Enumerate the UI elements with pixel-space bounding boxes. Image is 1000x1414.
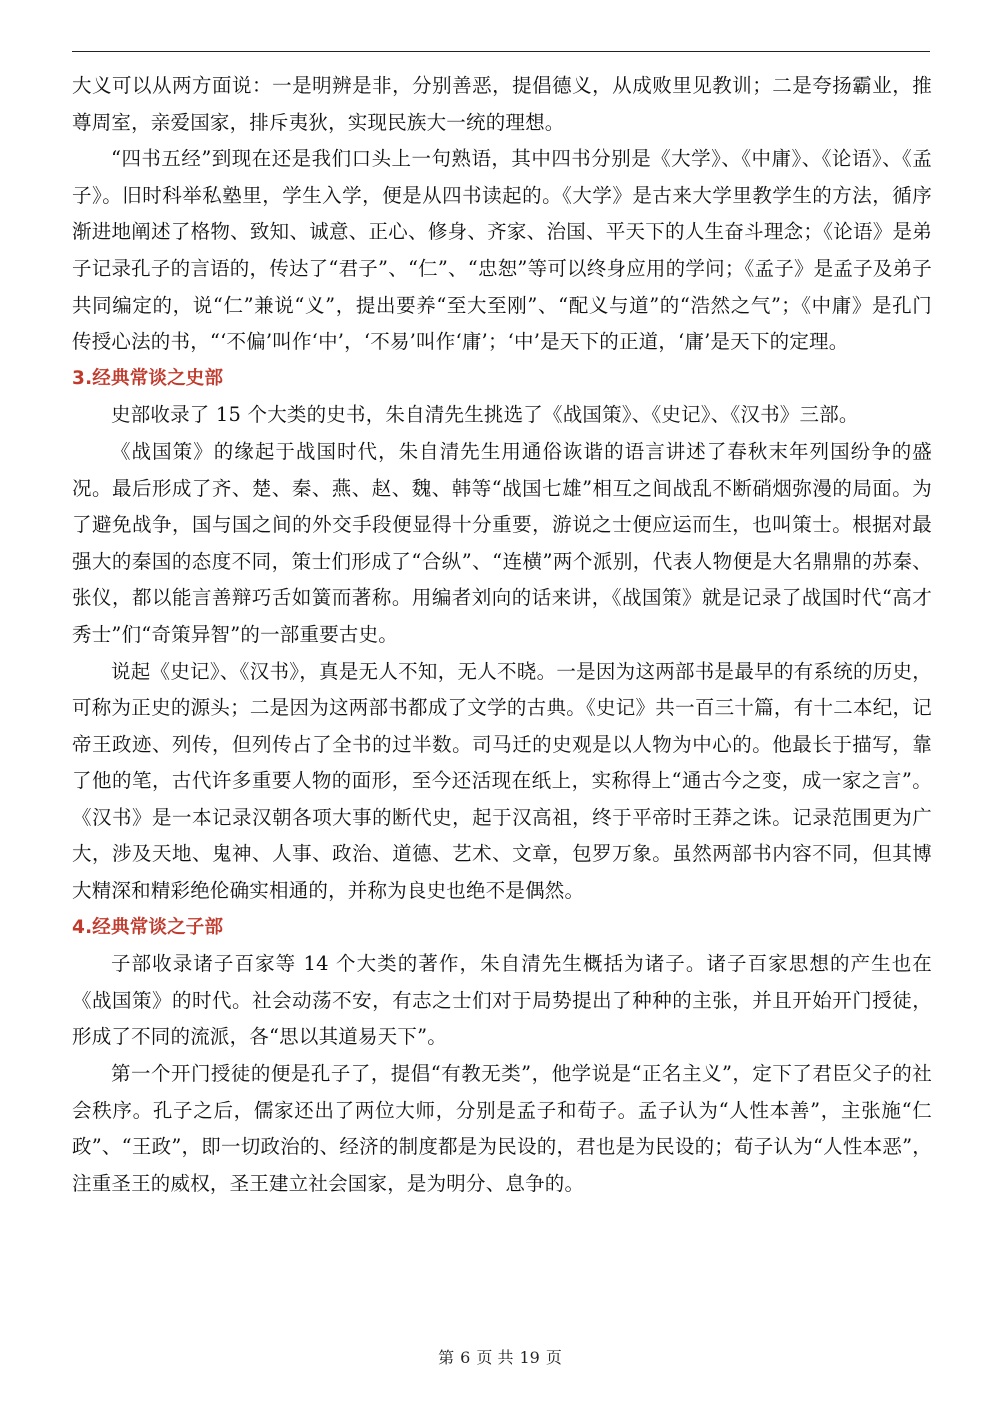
footer-mid: 页 共 xyxy=(476,1348,514,1367)
section-heading-philosophers: 4.经典常谈之子部 xyxy=(72,916,224,938)
paragraph-chunqiu-meaning: 大义可以从两方面说：一是明辨是非，分别善恶，提倡德义，从成败里见教训；二是夸扬霸业，推尊周室，亲爱国家，排斥夷狄，实现民族大一统的理想。 xyxy=(72,74,932,134)
footer-suffix: 页 xyxy=(545,1348,562,1367)
paragraph-four-books: “四书五经”到现在还是我们口头上一句熟语，其中四书分别是《大学》、《中庸》、《论语》、《孟子》。旧时科举私塾里，学生入学，便是从四书读起的。《大学》是古来大学里教学生的方法，循序渐进地阐述了格物、致知、诚意、正心、修身、齐家、治国、平天下的人生奋斗理念；《论语》是弟子记录孔子的言语的，传达了“君子”、“仁”、“忠恕”等可以终身应用的学问；《孟子》是孟子及弟子共同编定的，说“仁”兼说“义”，提出要养“至大至刚”、“配义与道”的“浩然之气”；《中庸》是孔门传授心法的书，“‘不偏’叫作‘中’，‘不易’叫作‘庸’；‘中’是天下的正道，‘庸’是天下的定理。 xyxy=(72,147,932,354)
paragraph-history-intro: 史部收录了 15 个大类的史书，朱自清先生挑选了《战国策》、《史记》、《汉书》三部。 xyxy=(111,403,859,427)
page-body xyxy=(72,68,932,1202)
paragraph-philosophers-intro: 子部收录诸子百家等 14 个大类的著作，朱自清先生概括为诸子。诸子百家思想的产生也在《战国策》的时代。社会动荡不安，有志之士们对于局势提出了种种的主张，并且开始开门授徒，形成了不同的流派，各“思以其道易天下”。 xyxy=(72,952,932,1049)
footer-page-number: 6 xyxy=(460,1348,471,1367)
paragraph-confucius: 第一个开门授徒的便是孔子了，提倡“有教无类”，他学说是“正名主义”，定下了君臣父子的社会秩序。孔子之后，儒家还出了两位大师，分别是孟子和荀子。孟子认为“人性本善”，主张施“仁政”、“王政”，即一切政治的、经济的制度都是为民设的，君也是为民设的；荀子认为“人性本恶”，注重圣王的威权，圣王建立社会国家，是为明分、息争的。 xyxy=(72,1062,932,1195)
header-rule xyxy=(72,51,930,52)
page-footer xyxy=(0,1347,1000,1369)
footer-total-pages: 19 xyxy=(519,1348,540,1367)
footer-prefix: 第 xyxy=(438,1348,455,1367)
paragraph-zhanguoce: 《战国策》的缘起于战国时代，朱自清先生用通俗诙谐的语言讲述了春秋末年列国纷争的盛况。最后形成了齐、楚、秦、燕、赵、魏、韩等“战国七雄”相互之间战乱不断硝烟弥漫的局面。为了避免战争，国与国之间的外交手段便显得十分重要，游说之士便应运而生，也叫策士。根据对最强大的秦国的态度不同，策士们形成了“合纵”、“连横”两个派别，代表人物便是大名鼎鼎的苏秦、张仪，都以能言善辩巧舌如簧而著称。用编者刘向的话来讲，《战国策》就是记录了战国时代“高才秀士”们“奇策异智”的一部重要古史。 xyxy=(72,439,932,646)
section-heading-history: 3.经典常谈之史部 xyxy=(72,367,224,389)
paragraph-shiji-hanshu: 说起《史记》、《汉书》，真是无人不知，无人不晓。一是因为这两部书是最早的有系统的历史，可称为正史的源头；二是因为这两部书都成了文学的古典。《史记》共一百三十篇，有十二本纪，记帝王政迹、列传，但列传占了全书的过半数。司马迁的史观是以人物为中心的。他最长于描写，靠了他的笔，古代许多重要人物的面形，至今还活现在纸上，实称得上“通古今之变，成一家之言”。《汉书》是一本记录汉朝各项大事的断代史，起于汉高祖，终于平帝时王莽之诛。记录范围更为广大，涉及天地、鬼神、人事、政治、道德、艺术、文章，包罗万象。虽然两部书内容不同，但其博大精深和精彩绝伦确实相通的，并称为良史也绝不是偶然。 xyxy=(72,659,932,903)
